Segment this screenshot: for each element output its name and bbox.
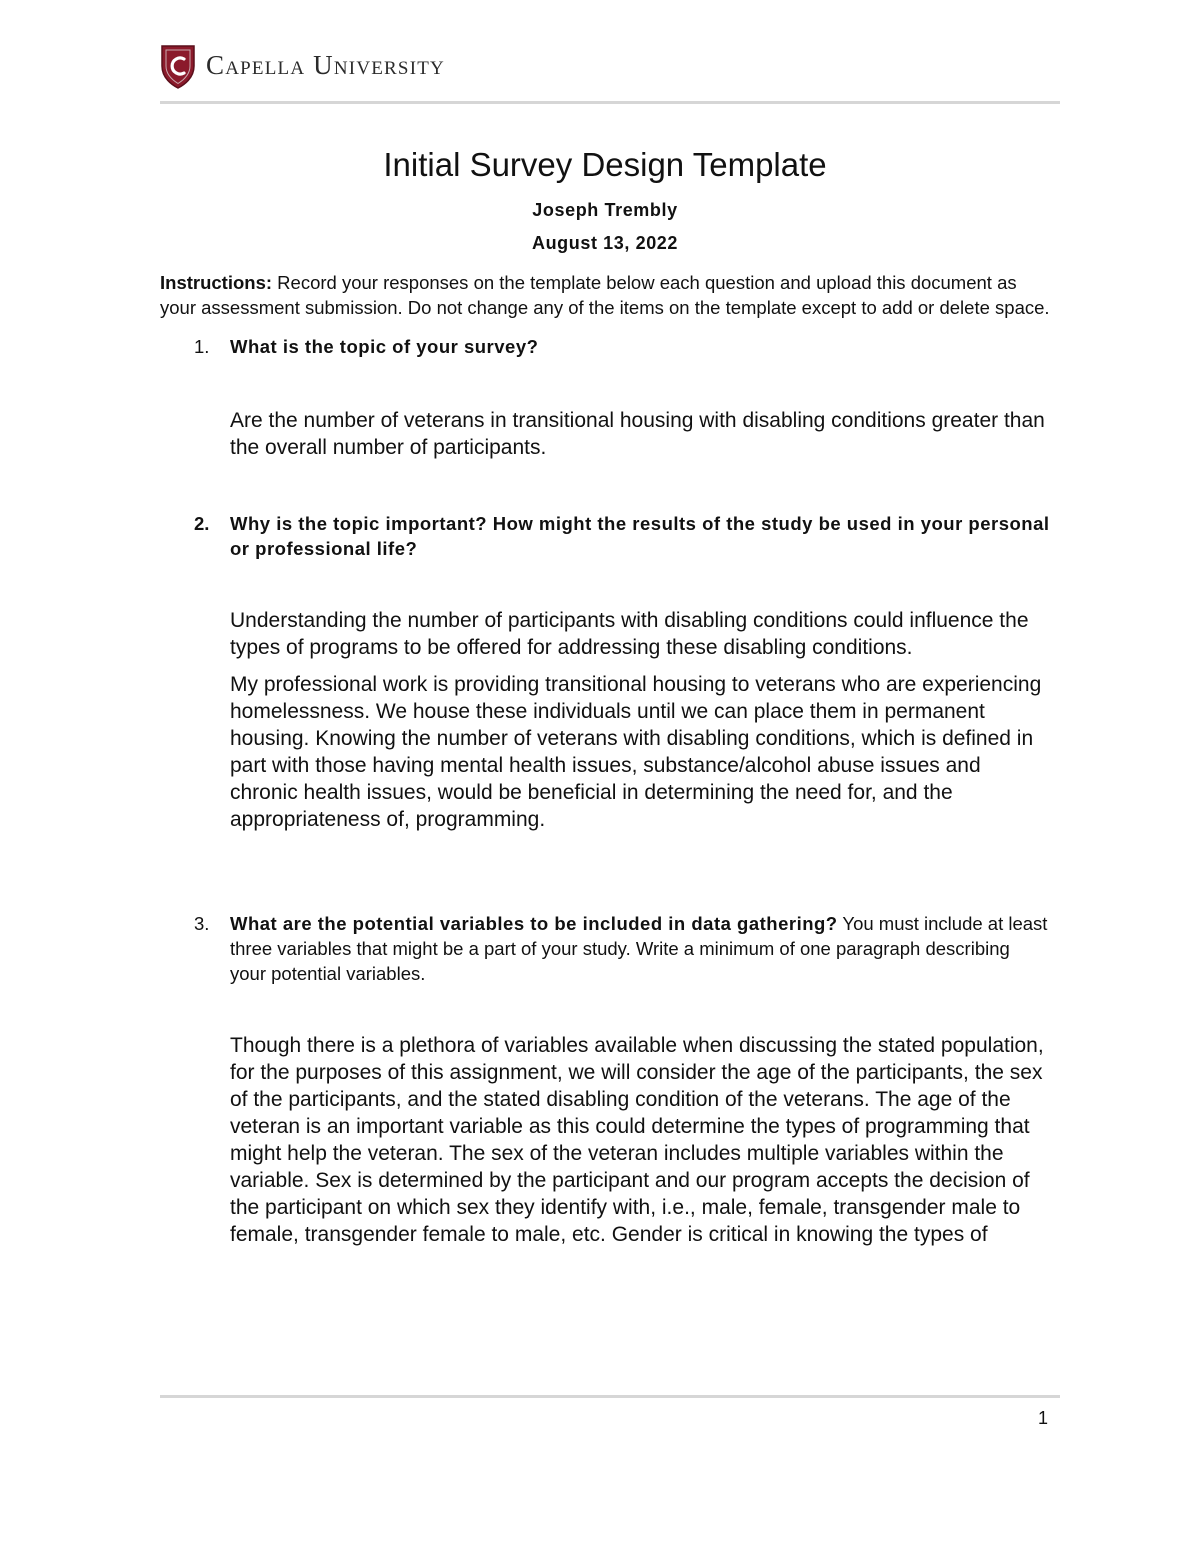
document-body xyxy=(160,146,1050,1248)
page-header xyxy=(160,44,1060,90)
question-prompt: Why is the topic important? How might the results of the study be used in your personal or professional life? xyxy=(230,513,1050,559)
question-number: 1. xyxy=(194,336,210,357)
document-date: August 13, 2022 xyxy=(531,233,679,253)
answer-paragraph: Are the number of veterans in transitional housing with disabling conditions greater than the overall number of participants. xyxy=(230,409,1045,459)
question-text xyxy=(230,911,1050,986)
instructions-paragraph xyxy=(160,270,1050,320)
capella-shield-logo-icon xyxy=(160,44,196,90)
question-3 xyxy=(160,911,1050,1248)
header-divider xyxy=(160,101,1060,104)
question-2 xyxy=(160,511,1050,833)
answer-paragraph: Understanding the number of participants with disabling conditions could influence the types of programs to be offered for addressing these disabling conditions. xyxy=(230,609,1029,659)
question-1 xyxy=(160,334,1050,461)
question-text xyxy=(230,334,1050,359)
instructions-label: Instructions: xyxy=(160,272,273,293)
document-author: Joseph Trembly xyxy=(532,200,678,220)
question-prompt: What is the topic of your survey? xyxy=(230,336,539,357)
question-note: You must include at least three variables that might be a part of your study. Write a minimum of one paragraph describing your potential variables. xyxy=(230,913,1048,984)
answer-paragraph: My professional work is providing transitional housing to veterans who are experiencing homelessness. We house these individuals until we can place them in permanent housing. Knowing the number of veterans with disabling conditions, which is defined in part with those having mental health issues, substance/alcohol abuse issues and chronic health issues, would be beneficial in determining the need for, and the appropriateness of, programming. xyxy=(230,673,1042,831)
document-title: Initial Survey Design Template xyxy=(383,146,827,183)
university-name: Capella University xyxy=(206,50,445,80)
instructions-text: Record your responses on the template below each question and upload this document as your assessment submission. Do not change any of the items on the template except to add or delete space. xyxy=(160,272,1050,318)
footer-divider xyxy=(160,1395,1060,1398)
question-text xyxy=(230,511,1050,561)
question-prompt: What are the potential variables to be included in data gathering? xyxy=(230,913,838,934)
answer-paragraph: Though there is a plethora of variables available when discussing the stated population, for the purposes of this assignment, we will consider the age of the participants, the sex of the participants, and the stated disabling condition of the veterans. The age of the veteran is an important variable as this could determine the types of programming that might help the veteran. The sex of the veteran includes multiple variables within the variable. Sex is determined by the participant and our program accepts the decision of the participant on which sex they identify with, i.e., male, female, transgender male to female, transgender female to male, etc. Gender is critical in knowing the types of xyxy=(230,1034,1044,1246)
question-number: 3. xyxy=(194,913,210,934)
page-number: 1 xyxy=(1037,1408,1048,1428)
question-number: 2. xyxy=(194,513,210,534)
